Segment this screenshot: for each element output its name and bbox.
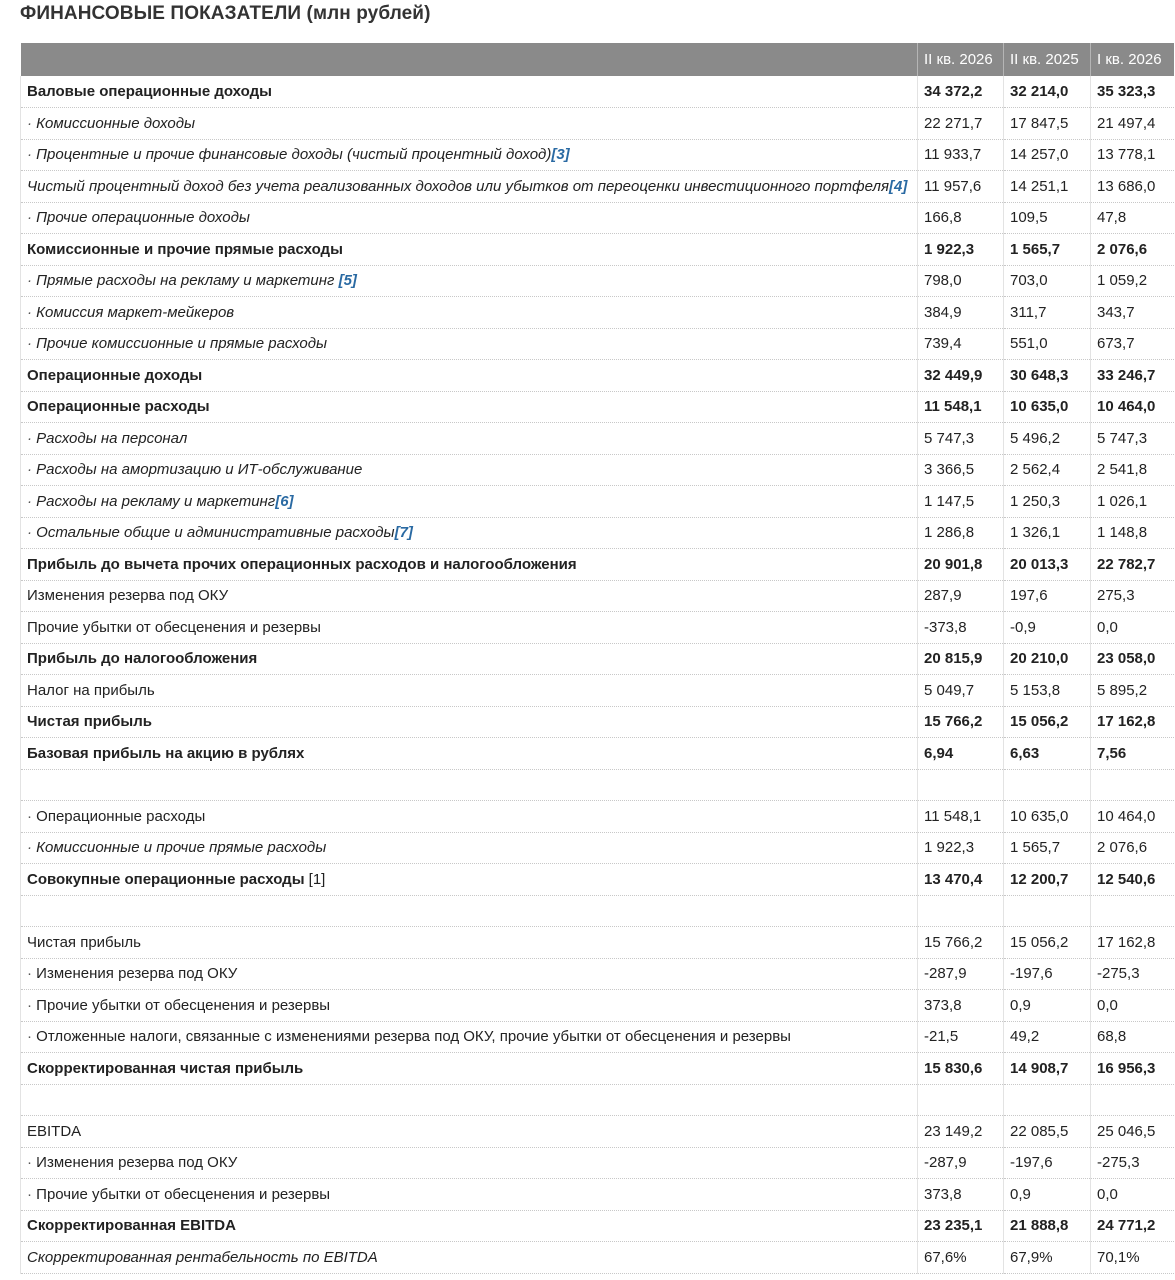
footnote-link[interactable]: [5] bbox=[338, 272, 357, 290]
value-cell: 5 153,8 bbox=[1004, 675, 1091, 707]
row-label-text: Скорректированная EBITDA bbox=[27, 1217, 236, 1235]
row-label-text: Комиссионные доходы bbox=[36, 114, 196, 132]
value-cell: -21,5 bbox=[918, 1021, 1004, 1053]
row-label-text: EBITDA bbox=[27, 1122, 82, 1140]
table-row bbox=[21, 391, 1174, 423]
table-row bbox=[21, 769, 1174, 801]
value-cell: 0,0 bbox=[1091, 990, 1174, 1022]
row-bullet: · bbox=[27, 807, 37, 825]
row-label bbox=[21, 454, 918, 486]
value-cell: 373,8 bbox=[918, 1179, 1004, 1211]
value-cell: 1 026,1 bbox=[1091, 486, 1174, 518]
table-row bbox=[21, 612, 1174, 644]
value-cell: 373,8 bbox=[918, 990, 1004, 1022]
value-cell: 20 013,3 bbox=[1004, 549, 1091, 581]
value-cell: 1 286,8 bbox=[918, 517, 1004, 549]
value-cell: 2 076,6 bbox=[1091, 234, 1174, 266]
row-label-text: Прочие убытки от обесценения и резервы bbox=[36, 996, 331, 1014]
row-label bbox=[21, 864, 918, 896]
value-cell bbox=[1091, 895, 1174, 927]
table-row bbox=[21, 171, 1174, 203]
value-cell: 20 210,0 bbox=[1004, 643, 1091, 675]
row-bullet: · bbox=[27, 524, 37, 542]
value-cell: 14 908,7 bbox=[1004, 1053, 1091, 1085]
table-row bbox=[21, 801, 1174, 833]
value-cell: 5 496,2 bbox=[1004, 423, 1091, 455]
table-row bbox=[21, 328, 1174, 360]
row-label bbox=[21, 360, 918, 392]
footnote-link[interactable]: [3] bbox=[551, 146, 570, 164]
footnote-link[interactable]: [7] bbox=[394, 524, 413, 542]
value-cell: 3 366,5 bbox=[918, 454, 1004, 486]
value-cell: 13 686,0 bbox=[1091, 171, 1174, 203]
table-row bbox=[21, 580, 1174, 612]
table-row bbox=[21, 1179, 1174, 1211]
row-bullet: · bbox=[27, 146, 37, 164]
row-bullet: · bbox=[27, 492, 37, 510]
row-label bbox=[21, 580, 918, 612]
value-cell: 384,9 bbox=[918, 297, 1004, 329]
value-cell: 2 076,6 bbox=[1091, 832, 1174, 864]
row-bullet: · bbox=[27, 429, 37, 447]
row-label-text: Прибыль до налогообложения bbox=[27, 650, 258, 668]
row-label-text: Комиссия маркет-мейкеров bbox=[36, 303, 235, 321]
row-label bbox=[21, 391, 918, 423]
value-cell: -0,9 bbox=[1004, 612, 1091, 644]
value-cell: 35 323,3 bbox=[1091, 76, 1174, 108]
value-cell: 166,8 bbox=[918, 202, 1004, 234]
table-row bbox=[21, 486, 1174, 518]
row-bullet: · bbox=[27, 461, 37, 479]
row-label bbox=[21, 139, 918, 171]
row-label bbox=[21, 832, 918, 864]
value-cell: 1 922,3 bbox=[918, 234, 1004, 266]
value-cell: 17 162,8 bbox=[1091, 927, 1174, 959]
row-label bbox=[21, 234, 918, 266]
value-cell: 23 235,1 bbox=[918, 1210, 1004, 1242]
value-cell: -373,8 bbox=[918, 612, 1004, 644]
value-cell: 5 747,3 bbox=[1091, 423, 1174, 455]
value-cell: 23 149,2 bbox=[918, 1116, 1004, 1148]
value-cell: 739,4 bbox=[918, 328, 1004, 360]
row-label-text: Расходы на персонал bbox=[36, 429, 188, 447]
value-cell: -275,3 bbox=[1091, 1147, 1174, 1179]
value-cell: 1 147,5 bbox=[918, 486, 1004, 518]
row-label-text: Прибыль до вычета прочих операционных расходов и налогообложения bbox=[27, 555, 577, 573]
value-cell: 1 922,3 bbox=[918, 832, 1004, 864]
value-cell: 20 901,8 bbox=[918, 549, 1004, 581]
value-cell: -197,6 bbox=[1004, 1147, 1091, 1179]
row-label bbox=[21, 486, 918, 518]
value-cell: 5 049,7 bbox=[918, 675, 1004, 707]
value-cell: 11 548,1 bbox=[918, 801, 1004, 833]
row-label bbox=[21, 738, 918, 770]
value-cell: 15 830,6 bbox=[918, 1053, 1004, 1085]
row-label-text: Скорректированная чистая прибыль bbox=[27, 1059, 304, 1077]
value-cell: 67,6% bbox=[918, 1242, 1004, 1274]
row-label-text: Процентные и прочие финансовые доходы (чистый процентный доход) bbox=[36, 146, 552, 164]
table-row bbox=[21, 517, 1174, 549]
value-cell: 1 059,2 bbox=[1091, 265, 1174, 297]
row-label bbox=[21, 423, 918, 455]
value-cell: 15 766,2 bbox=[918, 706, 1004, 738]
table-row bbox=[21, 1147, 1174, 1179]
row-label-text: Скорректированная рентабельность по EBITDA bbox=[27, 1248, 378, 1266]
value-cell: 30 648,3 bbox=[1004, 360, 1091, 392]
value-cell: 14 251,1 bbox=[1004, 171, 1091, 203]
value-cell: 197,6 bbox=[1004, 580, 1091, 612]
table-row bbox=[21, 927, 1174, 959]
table-row bbox=[21, 706, 1174, 738]
value-cell: 1 326,1 bbox=[1004, 517, 1091, 549]
table-row bbox=[21, 108, 1174, 140]
footnote-link[interactable]: [1] bbox=[304, 870, 326, 888]
table-row bbox=[21, 1210, 1174, 1242]
row-label-text: Прочие комиссионные и прямые расходы bbox=[36, 335, 328, 353]
row-label-text: Чистый процентный доход без учета реализованных доходов или убытков от переоценки инвестиционного портфеля bbox=[27, 177, 889, 195]
value-cell: 17 847,5 bbox=[1004, 108, 1091, 140]
value-cell: 32 449,9 bbox=[918, 360, 1004, 392]
value-cell: 34 372,2 bbox=[918, 76, 1004, 108]
value-cell: 311,7 bbox=[1004, 297, 1091, 329]
row-label-text: Расходы на рекламу и маркетинг bbox=[36, 492, 276, 510]
row-label bbox=[21, 643, 918, 675]
row-label bbox=[21, 927, 918, 959]
row-bullet: · bbox=[27, 303, 37, 321]
row-label-text: Прямые расходы на рекламу и маркетинг bbox=[36, 272, 339, 290]
row-label bbox=[21, 769, 918, 801]
value-cell bbox=[1004, 769, 1091, 801]
table-row bbox=[21, 76, 1174, 108]
row-label bbox=[21, 549, 918, 581]
row-label bbox=[21, 297, 918, 329]
row-bullet: · bbox=[27, 272, 37, 290]
row-label bbox=[21, 1084, 918, 1116]
table-row bbox=[21, 990, 1174, 1022]
table-row bbox=[21, 549, 1174, 581]
row-label bbox=[21, 1147, 918, 1179]
value-cell: 0,0 bbox=[1091, 612, 1174, 644]
value-cell: 11 933,7 bbox=[918, 139, 1004, 171]
table-body bbox=[21, 76, 1174, 1273]
row-label-text: Операционные доходы bbox=[27, 366, 203, 384]
financial-table bbox=[20, 43, 1174, 1274]
value-cell: 0,9 bbox=[1004, 990, 1091, 1022]
value-cell: 5 895,2 bbox=[1091, 675, 1174, 707]
table-row bbox=[21, 1084, 1174, 1116]
value-cell: 2 562,4 bbox=[1004, 454, 1091, 486]
table-row bbox=[21, 1021, 1174, 1053]
table-header-row bbox=[21, 43, 1174, 76]
row-label bbox=[21, 706, 918, 738]
value-cell: 21 497,4 bbox=[1091, 108, 1174, 140]
row-label-text: Чистая прибыль bbox=[27, 933, 141, 951]
value-cell: 15 766,2 bbox=[918, 927, 1004, 959]
table-row bbox=[21, 895, 1174, 927]
row-bullet: · bbox=[27, 839, 37, 857]
row-label bbox=[21, 171, 918, 203]
header-col-q2-2025: II кв. 2025 bbox=[1004, 43, 1091, 76]
value-cell: 32 214,0 bbox=[1004, 76, 1091, 108]
row-label-text: Налог на прибыль bbox=[27, 681, 155, 699]
value-cell: 21 888,8 bbox=[1004, 1210, 1091, 1242]
row-bullet: · bbox=[27, 209, 37, 227]
header-col-q1-2026: I кв. 2026 bbox=[1091, 43, 1174, 76]
row-label-text: Валовые операционные доходы bbox=[27, 83, 272, 100]
value-cell bbox=[1091, 769, 1174, 801]
value-cell: 10 635,0 bbox=[1004, 801, 1091, 833]
value-cell: 109,5 bbox=[1004, 202, 1091, 234]
row-label-text: Базовая прибыль на акцию в рублях bbox=[27, 744, 305, 762]
table-row bbox=[21, 297, 1174, 329]
row-label bbox=[21, 1179, 918, 1211]
row-label-text: Остальные общие и административные расходы bbox=[36, 524, 395, 542]
table-row bbox=[21, 832, 1174, 864]
row-label bbox=[21, 202, 918, 234]
value-cell: 68,8 bbox=[1091, 1021, 1174, 1053]
value-cell: 11 548,1 bbox=[918, 391, 1004, 423]
value-cell: 275,3 bbox=[1091, 580, 1174, 612]
value-cell: 10 635,0 bbox=[1004, 391, 1091, 423]
row-label bbox=[21, 108, 918, 140]
value-cell: 12 540,6 bbox=[1091, 864, 1174, 896]
row-label bbox=[21, 517, 918, 549]
value-cell: 343,7 bbox=[1091, 297, 1174, 329]
value-cell bbox=[1004, 1084, 1091, 1116]
row-label-text: Совокупные операционные расходы bbox=[27, 870, 305, 888]
row-label bbox=[21, 265, 918, 297]
value-cell: 22 085,5 bbox=[1004, 1116, 1091, 1148]
row-bullet: · bbox=[27, 1028, 37, 1046]
table-row bbox=[21, 139, 1174, 171]
row-label-text: Изменения резерва под ОКУ bbox=[36, 965, 238, 983]
value-cell: 7,56 bbox=[1091, 738, 1174, 770]
value-cell: 22 271,7 bbox=[918, 108, 1004, 140]
value-cell: 33 246,7 bbox=[1091, 360, 1174, 392]
row-label bbox=[21, 1053, 918, 1085]
value-cell: 287,9 bbox=[918, 580, 1004, 612]
value-cell: 22 782,7 bbox=[1091, 549, 1174, 581]
value-cell: 12 200,7 bbox=[1004, 864, 1091, 896]
table-row bbox=[21, 864, 1174, 896]
value-cell: -197,6 bbox=[1004, 958, 1091, 990]
value-cell bbox=[1091, 1084, 1174, 1116]
value-cell: 6,94 bbox=[918, 738, 1004, 770]
footnote-link[interactable]: [6] bbox=[275, 492, 294, 510]
row-label-text: Изменения резерва под ОКУ bbox=[36, 1154, 238, 1172]
footnote-link[interactable]: [4] bbox=[889, 177, 908, 195]
value-cell: 16 956,3 bbox=[1091, 1053, 1174, 1085]
row-label bbox=[21, 895, 918, 927]
value-cell: 13 470,4 bbox=[918, 864, 1004, 896]
row-label-text: Изменения резерва под ОКУ bbox=[27, 587, 229, 605]
header-col-q2-2026: II кв. 2026 bbox=[918, 43, 1004, 76]
table-row bbox=[21, 738, 1174, 770]
value-cell: 1 148,8 bbox=[1091, 517, 1174, 549]
row-bullet: · bbox=[27, 996, 37, 1014]
table-row bbox=[21, 423, 1174, 455]
row-label-text: Прочие операционные доходы bbox=[36, 209, 250, 227]
value-cell: 0,0 bbox=[1091, 1179, 1174, 1211]
value-cell: 17 162,8 bbox=[1091, 706, 1174, 738]
table-row bbox=[21, 202, 1174, 234]
row-label-text: Операционные расходы bbox=[27, 398, 210, 416]
table-row bbox=[21, 360, 1174, 392]
row-bullet: · bbox=[27, 1185, 37, 1203]
row-label-text: Чистая прибыль bbox=[27, 713, 152, 731]
value-cell: 70,1% bbox=[1091, 1242, 1174, 1274]
value-cell bbox=[918, 1084, 1004, 1116]
row-label-text: Операционные расходы bbox=[36, 807, 206, 825]
value-cell: 1 565,7 bbox=[1004, 234, 1091, 266]
row-label bbox=[21, 675, 918, 707]
row-label-text: Отложенные налоги, связанные с изменениями резерва под ОКУ, прочие убытки от обесценения и резервы bbox=[36, 1028, 791, 1046]
value-cell: 551,0 bbox=[1004, 328, 1091, 360]
row-label bbox=[21, 76, 918, 108]
value-cell: 23 058,0 bbox=[1091, 643, 1174, 675]
value-cell bbox=[1004, 895, 1091, 927]
row-label bbox=[21, 1210, 918, 1242]
table-row bbox=[21, 265, 1174, 297]
table-row bbox=[21, 454, 1174, 486]
row-label bbox=[21, 1021, 918, 1053]
row-bullet: · bbox=[27, 965, 37, 983]
row-label-text: Прочие убытки от обесценения и резервы bbox=[27, 618, 321, 636]
row-label bbox=[21, 612, 918, 644]
row-label bbox=[21, 990, 918, 1022]
value-cell: 5 747,3 bbox=[918, 423, 1004, 455]
row-label bbox=[21, 1242, 918, 1274]
table-row bbox=[21, 1116, 1174, 1148]
value-cell: 0,9 bbox=[1004, 1179, 1091, 1211]
value-cell: 67,9% bbox=[1004, 1242, 1091, 1274]
row-label-text: Расходы на амортизацию и ИТ-обслуживание bbox=[36, 461, 363, 479]
value-cell: 703,0 bbox=[1004, 265, 1091, 297]
value-cell: 10 464,0 bbox=[1091, 801, 1174, 833]
value-cell: 13 778,1 bbox=[1091, 139, 1174, 171]
row-label-text: Комиссионные и прочие прямые расходы bbox=[27, 240, 343, 258]
table-row bbox=[21, 675, 1174, 707]
value-cell: 15 056,2 bbox=[1004, 706, 1091, 738]
row-label bbox=[21, 328, 918, 360]
table-row bbox=[21, 1053, 1174, 1085]
value-cell: -287,9 bbox=[918, 1147, 1004, 1179]
value-cell bbox=[918, 895, 1004, 927]
row-label bbox=[21, 801, 918, 833]
value-cell: 20 815,9 bbox=[918, 643, 1004, 675]
value-cell: 2 541,8 bbox=[1091, 454, 1174, 486]
value-cell: 798,0 bbox=[918, 265, 1004, 297]
row-bullet: · bbox=[27, 114, 37, 132]
value-cell: 11 957,6 bbox=[918, 171, 1004, 203]
header-label-cell bbox=[21, 43, 918, 76]
table-row bbox=[21, 234, 1174, 266]
table-row bbox=[21, 958, 1174, 990]
page-title: ФИНАНСОВЫЕ ПОКАЗАТЕЛИ (млн рублей) bbox=[20, 3, 431, 24]
value-cell: 25 046,5 bbox=[1091, 1116, 1174, 1148]
value-cell: 15 056,2 bbox=[1004, 927, 1091, 959]
value-cell: -275,3 bbox=[1091, 958, 1174, 990]
row-bullet: · bbox=[27, 1154, 37, 1172]
value-cell bbox=[918, 769, 1004, 801]
value-cell: 673,7 bbox=[1091, 328, 1174, 360]
row-label-text: Комиссионные и прочие прямые расходы bbox=[36, 839, 327, 857]
value-cell: 47,8 bbox=[1091, 202, 1174, 234]
row-label bbox=[21, 1116, 918, 1148]
value-cell: 14 257,0 bbox=[1004, 139, 1091, 171]
value-cell: -287,9 bbox=[918, 958, 1004, 990]
value-cell: 49,2 bbox=[1004, 1021, 1091, 1053]
value-cell: 1 250,3 bbox=[1004, 486, 1091, 518]
table-row bbox=[21, 1242, 1174, 1274]
row-label bbox=[21, 958, 918, 990]
value-cell: 6,63 bbox=[1004, 738, 1091, 770]
value-cell: 24 771,2 bbox=[1091, 1210, 1174, 1242]
table-row bbox=[21, 643, 1174, 675]
row-bullet: · bbox=[27, 335, 37, 353]
value-cell: 10 464,0 bbox=[1091, 391, 1174, 423]
value-cell: 1 565,7 bbox=[1004, 832, 1091, 864]
row-label-text: Прочие убытки от обесценения и резервы bbox=[36, 1185, 331, 1203]
